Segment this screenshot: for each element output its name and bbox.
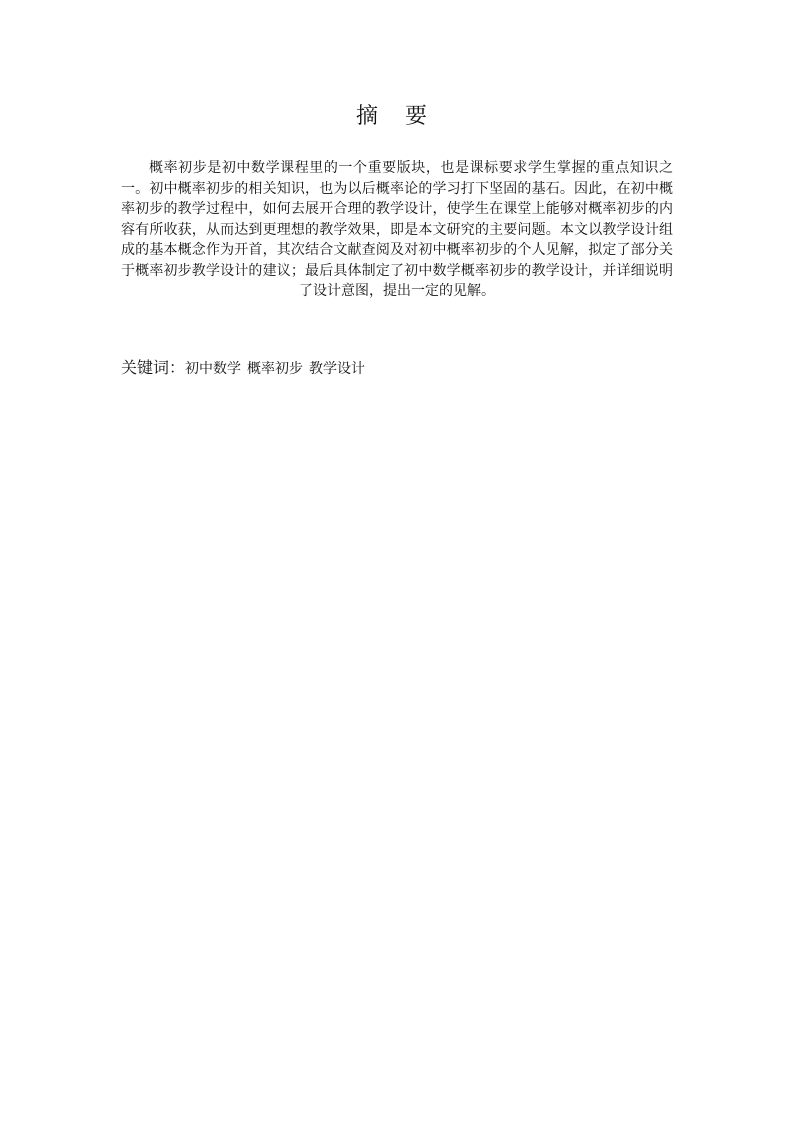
keyword-item: 概率初步 (247, 361, 304, 377)
keywords-line (121, 356, 673, 381)
keyword-item: 初中数学 (185, 361, 242, 377)
keywords-label: 关键词： (121, 358, 186, 377)
abstract-body: 概率初步是初中数学课程里的一个重要版块，也是课标要求学生掌握的重点知识之一。初中概率初步的相关知识，也为以后概率论的学习打下坚固的基石。因此，在初中概率初步的教学过程中，如何去展开合理的教学设计，使学生在课堂上能够对概率初步的内容有所收获，从而达到更理想的教学效果，即是本文研究的主要问题。本文以教学设计组成的基本概念作为开首，其次结合文献查阅及对初中概率初步的个人见解，拟定了部分关于概率初步教学设计的建议；最后具体制定了初中数学概率初步的教学设计，并详细说明了设计意图，提出一定的见解。 (121, 160, 673, 299)
keyword-item: 教学设计 (309, 361, 366, 377)
abstract-title: 摘 要 (356, 104, 437, 129)
